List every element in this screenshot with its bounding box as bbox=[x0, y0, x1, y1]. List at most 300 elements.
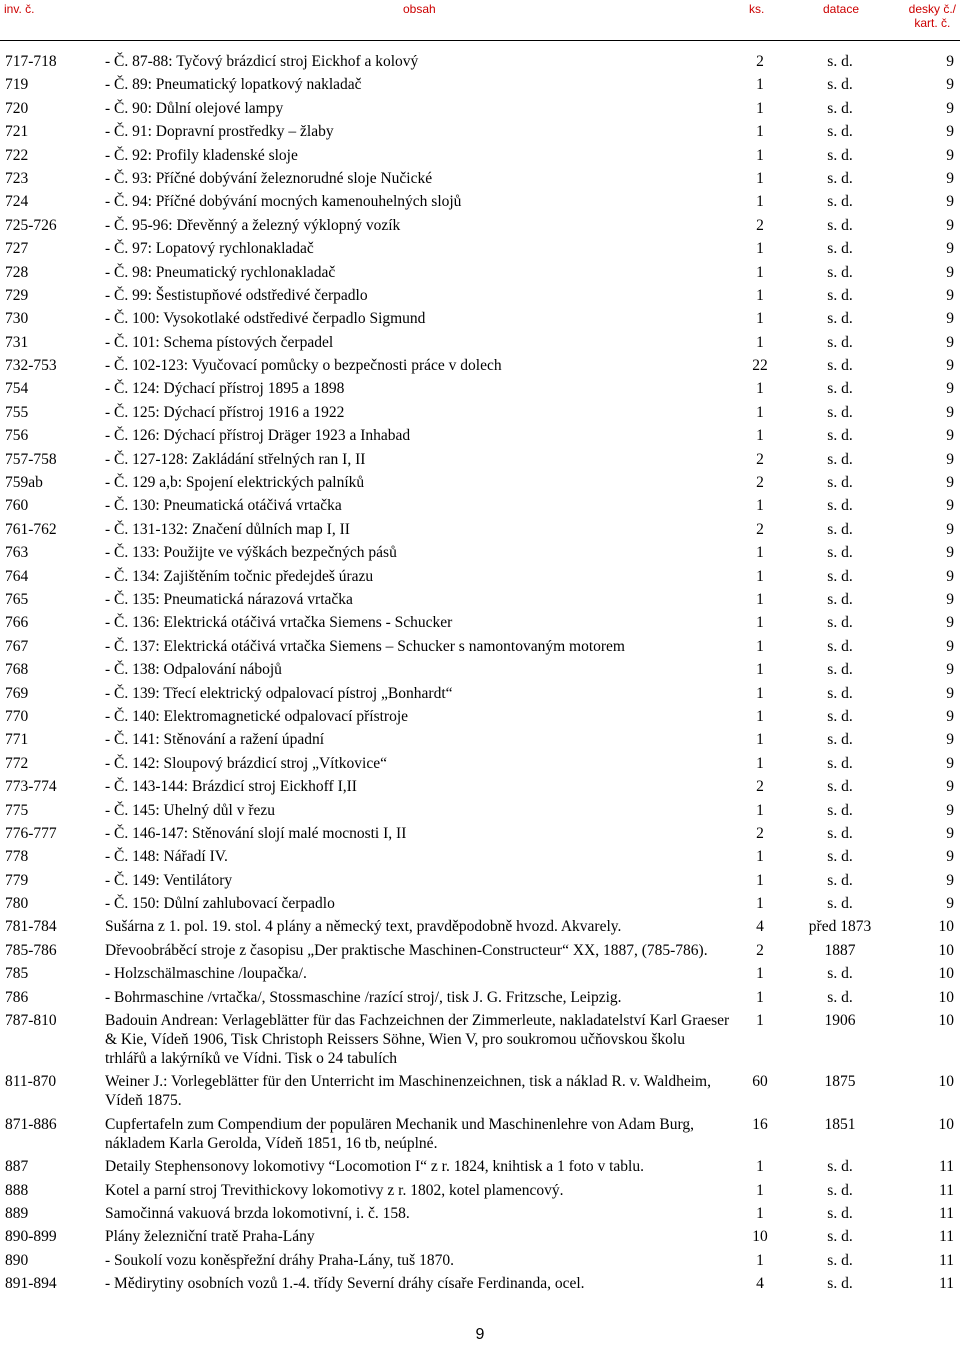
cell-desky: 9 bbox=[946, 333, 954, 351]
cell-desky: 9 bbox=[946, 286, 954, 304]
cell-datace: s. d. bbox=[827, 123, 853, 141]
cell-inv: 770 bbox=[5, 707, 29, 725]
cell-desky: 10 bbox=[938, 1012, 954, 1030]
cell-datace: s. d. bbox=[827, 731, 853, 749]
cell-datace: s. d. bbox=[827, 1228, 853, 1246]
table-row bbox=[0, 730, 960, 749]
header-ks: ks. bbox=[749, 2, 765, 16]
cell-obsah: - Č. 127-128: Zakládání střelných ran I, II bbox=[105, 450, 366, 468]
cell-ks: 1 bbox=[756, 427, 764, 445]
table-row bbox=[0, 567, 960, 586]
cell-desky: 9 bbox=[946, 169, 954, 187]
cell-inv: 727 bbox=[5, 240, 29, 258]
cell-inv: 890-899 bbox=[5, 1228, 57, 1246]
cell-inv: 775 bbox=[5, 801, 29, 819]
table-row bbox=[0, 801, 960, 820]
cell-ks: 1 bbox=[756, 801, 764, 819]
cell-obsah: - Č. 141: Stěnování a ražení úpadní bbox=[105, 731, 325, 749]
table-row bbox=[0, 1227, 960, 1246]
cell-obsah: - Č. 100: Vysokotlaké odstředivé čerpadlo Sigmund bbox=[105, 310, 426, 328]
cell-datace: před 1873 bbox=[808, 918, 872, 936]
cell-datace: s. d. bbox=[827, 450, 853, 468]
cell-desky: 9 bbox=[946, 240, 954, 258]
table-row bbox=[0, 613, 960, 632]
cell-inv: 890 bbox=[5, 1251, 29, 1269]
cell-inv: 787-810 bbox=[5, 1012, 57, 1030]
cell-inv: 781-784 bbox=[5, 918, 57, 936]
cell-desky: 9 bbox=[946, 263, 954, 281]
cell-ks: 1 bbox=[756, 965, 764, 983]
cell-desky: 9 bbox=[946, 497, 954, 515]
cell-datace: s. d. bbox=[827, 520, 853, 538]
table-row bbox=[0, 894, 960, 913]
cell-obsah: - Č. 150: Důlní zahlubovací čerpadlo bbox=[105, 895, 335, 913]
cell-inv: 724 bbox=[5, 193, 29, 211]
cell-datace: s. d. bbox=[827, 567, 853, 585]
table-row bbox=[0, 847, 960, 866]
cell-inv: 723 bbox=[5, 169, 29, 187]
cell-ks: 4 bbox=[756, 918, 764, 936]
cell-ks: 1 bbox=[756, 286, 764, 304]
cell-obsah: - Č. 145: Uhelný důl v řezu bbox=[105, 801, 276, 819]
cell-datace: s. d. bbox=[827, 53, 853, 70]
table-row bbox=[0, 169, 960, 188]
cell-obsah: - Č. 148: Nářadí IV. bbox=[105, 848, 228, 866]
cell-datace: s. d. bbox=[827, 1275, 853, 1293]
cell-desky: 9 bbox=[946, 614, 954, 632]
cell-ks: 1 bbox=[756, 333, 764, 351]
table-row bbox=[0, 239, 960, 258]
cell-datace: s. d. bbox=[827, 965, 853, 983]
table-row bbox=[0, 192, 960, 211]
cell-obsah: Badouin Andrean: Verlageblätter für das Fachzeichnen der Zimmerleute, nakladatelství Karl Graeser & Kie, Vídeň 1906, Tisk Christoph Reissers Söhne, Wien V, pro soukromou učňovskou školu trhlářů a lakýrníků ve Vídni. Tisk o 24 tabulích bbox=[105, 1012, 730, 1068]
cell-datace: s. d. bbox=[827, 99, 853, 117]
table-row bbox=[0, 496, 960, 515]
cell-desky: 9 bbox=[946, 731, 954, 749]
cell-ks: 1 bbox=[756, 707, 764, 725]
cell-datace: 1875 bbox=[824, 1073, 856, 1091]
cell-ks: 1 bbox=[756, 1158, 764, 1176]
cell-datace: s. d. bbox=[827, 895, 853, 913]
cell-desky: 9 bbox=[946, 146, 954, 164]
cell-desky: 9 bbox=[946, 567, 954, 585]
cell-datace: s. d. bbox=[827, 263, 853, 281]
cell-inv: 767 bbox=[5, 637, 29, 655]
cell-datace: s. d. bbox=[827, 614, 853, 632]
cell-ks: 1 bbox=[756, 661, 764, 679]
cell-desky: 10 bbox=[938, 941, 954, 959]
cell-obsah: - Č. 143-144: Brázdicí stroj Eickhoff I,II bbox=[105, 778, 357, 796]
cell-obsah: - Č. 98: Pneumatický rychlonakladač bbox=[105, 263, 336, 281]
table-row bbox=[0, 309, 960, 328]
cell-obsah: - Mědirytiny osobních vozů 1.-4. třídy Severní dráhy císaře Ferdinanda, ocel. bbox=[105, 1275, 585, 1293]
cell-inv: 729 bbox=[5, 286, 29, 304]
cell-inv: 768 bbox=[5, 661, 29, 679]
cell-obsah: - Č. 90: Důlní olejové lampy bbox=[105, 99, 284, 117]
table-row bbox=[0, 473, 960, 492]
cell-inv: 763 bbox=[5, 544, 29, 562]
cell-inv: 730 bbox=[5, 310, 29, 328]
table-row bbox=[0, 917, 960, 936]
cell-inv: 769 bbox=[5, 684, 29, 702]
cell-datace: s. d. bbox=[827, 848, 853, 866]
cell-obsah: - Č. 130: Pneumatická otáčivá vrtačka bbox=[105, 497, 342, 515]
header-desky-line1: desky č./ bbox=[908, 2, 956, 16]
cell-desky: 9 bbox=[946, 450, 954, 468]
cell-obsah: - Č. 93: Příčné dobývání železnorudné sloje Nučické bbox=[105, 169, 433, 187]
table-row bbox=[0, 590, 960, 609]
cell-ks: 1 bbox=[756, 1204, 764, 1222]
cell-inv: 755 bbox=[5, 403, 29, 421]
cell-ks: 1 bbox=[756, 544, 764, 562]
table-row bbox=[0, 450, 960, 469]
cell-desky: 9 bbox=[946, 53, 954, 70]
cell-ks: 1 bbox=[756, 497, 764, 515]
table-row bbox=[0, 660, 960, 679]
cell-datace: s. d. bbox=[827, 403, 853, 421]
cell-ks: 1 bbox=[756, 403, 764, 421]
cell-obsah: - Č. 94: Příčné dobývání mocných kamenouhelných slojů bbox=[105, 193, 462, 211]
cell-datace: s. d. bbox=[827, 474, 853, 492]
cell-datace: s. d. bbox=[827, 216, 853, 234]
cell-obsah: - Č. 129 a,b: Spojení elektrických palníků bbox=[105, 474, 365, 492]
cell-inv: 765 bbox=[5, 590, 29, 608]
cell-desky: 9 bbox=[946, 778, 954, 796]
cell-datace: s. d. bbox=[827, 661, 853, 679]
cell-obsah: - Č. 97: Lopatový rychlonakladač bbox=[105, 240, 314, 258]
cell-obsah: - Holzschälmaschine /loupačka/. bbox=[105, 965, 307, 983]
cell-obsah: - Č. 91: Dopravní prostředky – žlaby bbox=[105, 123, 334, 141]
cell-ks: 1 bbox=[756, 76, 764, 94]
table-row bbox=[0, 1157, 960, 1176]
cell-obsah: - Č. 95-96: Dřevěnný a železný výklopný vozík bbox=[105, 216, 401, 234]
cell-desky: 11 bbox=[939, 1204, 954, 1222]
cell-desky: 9 bbox=[946, 801, 954, 819]
cell-desky: 11 bbox=[939, 1181, 954, 1199]
table-row bbox=[0, 333, 960, 352]
cell-datace: s. d. bbox=[827, 497, 853, 515]
cell-ks: 1 bbox=[756, 169, 764, 187]
cell-inv: 728 bbox=[5, 263, 29, 281]
cell-desky: 9 bbox=[946, 216, 954, 234]
cell-obsah: - Č. 149: Ventilátory bbox=[105, 871, 233, 889]
cell-ks: 1 bbox=[756, 988, 764, 1006]
cell-obsah: Kotel a parní stroj Trevithickovy lokomotivy z r. 1802, kotel plamencový. bbox=[105, 1181, 564, 1199]
cell-inv: 889 bbox=[5, 1204, 29, 1222]
table-row bbox=[0, 1072, 960, 1110]
cell-ks: 1 bbox=[756, 754, 764, 772]
cell-datace: s. d. bbox=[827, 333, 853, 351]
cell-obsah: - Č. 87-88: Tyčový brázdicí stroj Eickhof a kolový bbox=[105, 53, 419, 70]
cell-inv: 759ab bbox=[5, 474, 43, 492]
cell-obsah: Sušárna z 1. pol. 19. stol. 4 plány a německý text, pravděpodobně hvozd. Akvarely. bbox=[105, 918, 622, 936]
table-row bbox=[0, 75, 960, 94]
cell-desky: 9 bbox=[946, 661, 954, 679]
cell-datace: s. d. bbox=[827, 357, 853, 375]
cell-datace: s. d. bbox=[827, 871, 853, 889]
cell-inv: 717-718 bbox=[5, 53, 57, 70]
table-row bbox=[0, 824, 960, 843]
cell-inv: 811-870 bbox=[5, 1073, 57, 1091]
cell-obsah: - Č. 99: Šestistupňové odstředivé čerpadlo bbox=[105, 286, 368, 304]
cell-datace: s. d. bbox=[827, 544, 853, 562]
cell-datace: s. d. bbox=[827, 169, 853, 187]
table-row bbox=[0, 1011, 960, 1068]
cell-datace: s. d. bbox=[827, 778, 853, 796]
cell-inv: 731 bbox=[5, 333, 29, 351]
cell-inv: 725-726 bbox=[5, 216, 57, 234]
header-desky-line2: kart. č. bbox=[914, 16, 951, 30]
cell-inv: 772 bbox=[5, 754, 29, 772]
cell-ks: 1 bbox=[756, 310, 764, 328]
cell-datace: s. d. bbox=[827, 427, 853, 445]
cell-inv: 871-886 bbox=[5, 1115, 57, 1133]
cell-ks: 1 bbox=[756, 263, 764, 281]
cell-desky: 9 bbox=[946, 123, 954, 141]
cell-obsah: Detaily Stephensonovy lokomotivy “Locomotion I“ z r. 1824, knihtisk a 1 foto v tablu. bbox=[105, 1158, 644, 1176]
cell-ks: 2 bbox=[756, 941, 764, 959]
cell-ks: 1 bbox=[756, 567, 764, 585]
cell-datace: s. d. bbox=[827, 824, 853, 842]
cell-desky: 10 bbox=[938, 1115, 954, 1133]
cell-ks: 4 bbox=[756, 1275, 764, 1293]
cell-ks: 2 bbox=[756, 778, 764, 796]
cell-datace: s. d. bbox=[827, 754, 853, 772]
cell-obsah: - Č. 131-132: Značení důlních map I, II bbox=[105, 520, 350, 538]
table-row bbox=[0, 964, 960, 983]
cell-inv: 756 bbox=[5, 427, 29, 445]
cell-desky: 10 bbox=[938, 988, 954, 1006]
header-desky bbox=[909, 2, 956, 30]
cell-ks: 1 bbox=[756, 146, 764, 164]
cell-desky: 9 bbox=[946, 544, 954, 562]
cell-inv: 720 bbox=[5, 99, 29, 117]
cell-obsah: - Č. 89: Pneumatický lopatkový nakladač bbox=[105, 76, 362, 94]
cell-desky: 9 bbox=[946, 871, 954, 889]
cell-inv: 773-774 bbox=[5, 778, 57, 796]
cell-desky: 9 bbox=[946, 754, 954, 772]
cell-obsah: - Soukolí vozu koněspřežní dráhy Praha-Lány, tuš 1870. bbox=[105, 1251, 454, 1269]
cell-desky: 9 bbox=[946, 637, 954, 655]
cell-obsah: Cupfertafeln zum Compendium der populären Mechanik und Maschinenlehre von Adam Burg, nákladem Karla Gerolda, Vídeň 1851, 16 tb, neúplné. bbox=[105, 1115, 694, 1152]
cell-inv: 779 bbox=[5, 871, 29, 889]
table-row bbox=[0, 684, 960, 703]
cell-datace: 1906 bbox=[824, 1012, 856, 1030]
cell-obsah: - Č. 126: Dýchací přístroj Dräger 1923 a Inhabad bbox=[105, 427, 411, 445]
cell-obsah: - Č. 134: Zajištěním točnic předejdeš úrazu bbox=[105, 567, 374, 585]
cell-inv: 764 bbox=[5, 567, 29, 585]
cell-desky: 9 bbox=[946, 380, 954, 398]
cell-desky: 9 bbox=[946, 474, 954, 492]
cell-desky: 11 bbox=[939, 1158, 954, 1176]
cell-inv: 766 bbox=[5, 614, 29, 632]
cell-desky: 11 bbox=[939, 1275, 954, 1293]
cell-inv: 780 bbox=[5, 895, 29, 913]
cell-inv: 722 bbox=[5, 146, 29, 164]
cell-inv: 887 bbox=[5, 1158, 29, 1176]
cell-desky: 9 bbox=[946, 76, 954, 94]
cell-desky: 10 bbox=[938, 1073, 954, 1091]
cell-desky: 11 bbox=[939, 1251, 954, 1269]
header-inv: inv. č. bbox=[4, 2, 35, 16]
cell-ks: 22 bbox=[752, 357, 768, 375]
table-row bbox=[0, 1251, 960, 1270]
cell-obsah: - Č. 140: Elektromagnetické odpalovací přístroje bbox=[105, 707, 409, 725]
table-row bbox=[0, 871, 960, 890]
cell-desky: 9 bbox=[946, 684, 954, 702]
cell-inv: 719 bbox=[5, 76, 29, 94]
page-number: 9 bbox=[475, 1326, 485, 1343]
cell-datace: s. d. bbox=[827, 1181, 853, 1199]
table-row bbox=[0, 379, 960, 398]
cell-inv: 786 bbox=[5, 988, 29, 1006]
table-row bbox=[0, 1181, 960, 1200]
cell-inv: 757-758 bbox=[5, 450, 57, 468]
cell-ks: 1 bbox=[756, 637, 764, 655]
cell-datace: s. d. bbox=[827, 707, 853, 725]
cell-obsah: Dřevoobráběcí stroje z časopisu „Der praktische Maschinen-Constructeur“ XX, 1887, (785-786). bbox=[105, 941, 708, 959]
cell-ks: 1 bbox=[756, 1181, 764, 1199]
cell-obsah: - Č. 92: Profily kladenské sloje bbox=[105, 146, 298, 164]
cell-desky: 9 bbox=[946, 310, 954, 328]
cell-ks: 2 bbox=[756, 474, 764, 492]
cell-ks: 1 bbox=[756, 99, 764, 117]
cell-ks: 1 bbox=[756, 590, 764, 608]
cell-inv: 754 bbox=[5, 380, 29, 398]
table-row bbox=[0, 52, 960, 71]
table-row bbox=[0, 263, 960, 282]
cell-obsah: - Č. 138: Odpalování nábojů bbox=[105, 661, 282, 679]
cell-desky: 9 bbox=[946, 895, 954, 913]
cell-desky: 9 bbox=[946, 193, 954, 211]
cell-obsah: - Č. 133: Použijte ve výškách bezpečných pásů bbox=[105, 544, 397, 562]
table-row bbox=[0, 754, 960, 773]
cell-inv: 776-777 bbox=[5, 824, 57, 842]
cell-ks: 2 bbox=[756, 450, 764, 468]
inventory-table bbox=[0, 52, 960, 1298]
cell-datace: s. d. bbox=[827, 801, 853, 819]
cell-desky: 9 bbox=[946, 848, 954, 866]
cell-datace: 1887 bbox=[824, 941, 856, 959]
table-row bbox=[0, 99, 960, 118]
cell-datace: s. d. bbox=[827, 193, 853, 211]
table-header bbox=[0, 0, 960, 41]
cell-obsah: - Č. 142: Sloupový brázdicí stroj „Vítkovice“ bbox=[105, 754, 387, 772]
cell-desky: 9 bbox=[946, 99, 954, 117]
cell-datace: s. d. bbox=[827, 1158, 853, 1176]
table-row bbox=[0, 216, 960, 235]
table-row bbox=[0, 403, 960, 422]
cell-desky: 9 bbox=[946, 357, 954, 375]
cell-obsah: - Č. 135: Pneumatická nárazová vrtačka bbox=[105, 590, 353, 608]
cell-datace: s. d. bbox=[827, 76, 853, 94]
cell-ks: 1 bbox=[756, 123, 764, 141]
cell-ks: 1 bbox=[756, 848, 764, 866]
cell-inv: 732-753 bbox=[5, 357, 57, 375]
cell-inv: 785-786 bbox=[5, 941, 57, 959]
table-row bbox=[0, 520, 960, 539]
table-row bbox=[0, 543, 960, 562]
cell-inv: 888 bbox=[5, 1181, 29, 1199]
cell-inv: 761-762 bbox=[5, 520, 57, 538]
cell-ks: 1 bbox=[756, 684, 764, 702]
cell-inv: 721 bbox=[5, 123, 29, 141]
cell-ks: 1 bbox=[756, 240, 764, 258]
cell-obsah: - Č. 137: Elektrická otáčivá vrtačka Siemens – Schucker s namontovaným motorem bbox=[105, 637, 625, 655]
cell-inv: 771 bbox=[5, 731, 29, 749]
cell-desky: 9 bbox=[946, 427, 954, 445]
cell-desky: 10 bbox=[938, 965, 954, 983]
cell-datace: s. d. bbox=[827, 637, 853, 655]
cell-ks: 1 bbox=[756, 193, 764, 211]
table-row bbox=[0, 777, 960, 796]
cell-ks: 1 bbox=[756, 380, 764, 398]
cell-inv: 778 bbox=[5, 848, 29, 866]
cell-ks: 1 bbox=[756, 1012, 764, 1030]
cell-inv: 760 bbox=[5, 497, 29, 515]
cell-datace: s. d. bbox=[827, 1251, 853, 1269]
table-row bbox=[0, 122, 960, 141]
table-row bbox=[0, 286, 960, 305]
table-row bbox=[0, 707, 960, 726]
cell-obsah: - Č. 146-147: Stěnování slojí malé mocnosti I, II bbox=[105, 824, 407, 842]
cell-obsah: - Č. 101: Schema pístových čerpadel bbox=[105, 333, 334, 351]
cell-datace: s. d. bbox=[827, 146, 853, 164]
table-row bbox=[0, 941, 960, 960]
cell-desky: 11 bbox=[939, 1228, 954, 1246]
cell-obsah: Weiner J.: Vorlegeblätter für den Unterricht im Maschinenzeichnen, tisk a náklad R. v. Waldheim, Vídeň 1875. bbox=[105, 1073, 711, 1110]
cell-datace: s. d. bbox=[827, 684, 853, 702]
header-datace: datace bbox=[823, 2, 860, 16]
cell-obsah: - Č. 139: Třecí elektrický odpalovací pístroj „Bonhardt“ bbox=[105, 684, 453, 702]
cell-obsah: - Č. 125: Dýchací přístroj 1916 a 1922 bbox=[105, 403, 345, 421]
cell-ks: 1 bbox=[756, 731, 764, 749]
cell-datace: s. d. bbox=[827, 988, 853, 1006]
cell-ks: 1 bbox=[756, 614, 764, 632]
cell-obsah: - Č. 124: Dýchací přístroj 1895 a 1898 bbox=[105, 380, 345, 398]
table-row bbox=[0, 1115, 960, 1153]
cell-obsah: - Č. 136: Elektrická otáčivá vrtačka Siemens - Schucker bbox=[105, 614, 453, 632]
cell-datace: s. d. bbox=[827, 590, 853, 608]
cell-datace: s. d. bbox=[827, 240, 853, 258]
cell-ks: 2 bbox=[756, 520, 764, 538]
cell-ks: 16 bbox=[752, 1115, 768, 1133]
table-row bbox=[0, 988, 960, 1007]
cell-obsah: Samočinná vakuová brzda lokomotivní, i. č. 158. bbox=[105, 1204, 410, 1222]
cell-desky: 10 bbox=[938, 918, 954, 936]
cell-desky: 9 bbox=[946, 590, 954, 608]
cell-ks: 2 bbox=[756, 824, 764, 842]
cell-datace: s. d. bbox=[827, 310, 853, 328]
cell-datace: 1851 bbox=[824, 1115, 856, 1133]
cell-datace: s. d. bbox=[827, 380, 853, 398]
table-row bbox=[0, 1204, 960, 1223]
cell-ks: 2 bbox=[756, 216, 764, 234]
table-row bbox=[0, 426, 960, 445]
table-row bbox=[0, 1274, 960, 1293]
cell-desky: 9 bbox=[946, 403, 954, 421]
cell-obsah: Plány železniční tratě Praha-Lány bbox=[105, 1228, 315, 1246]
cell-obsah: - Bohrmaschine /vrtačka/, Stossmaschine /razící stroj/, tisk J. G. Fritzsche, Leipzig. bbox=[105, 988, 622, 1006]
table-row bbox=[0, 637, 960, 656]
table-row bbox=[0, 146, 960, 165]
cell-datace: s. d. bbox=[827, 1204, 853, 1222]
cell-desky: 9 bbox=[946, 520, 954, 538]
cell-ks: 10 bbox=[752, 1228, 768, 1246]
cell-obsah: - Č. 102-123: Vyučovací pomůcky o bezpečnosti práce v dolech bbox=[105, 357, 502, 375]
cell-ks: 60 bbox=[752, 1073, 768, 1091]
cell-inv: 891-894 bbox=[5, 1275, 57, 1293]
